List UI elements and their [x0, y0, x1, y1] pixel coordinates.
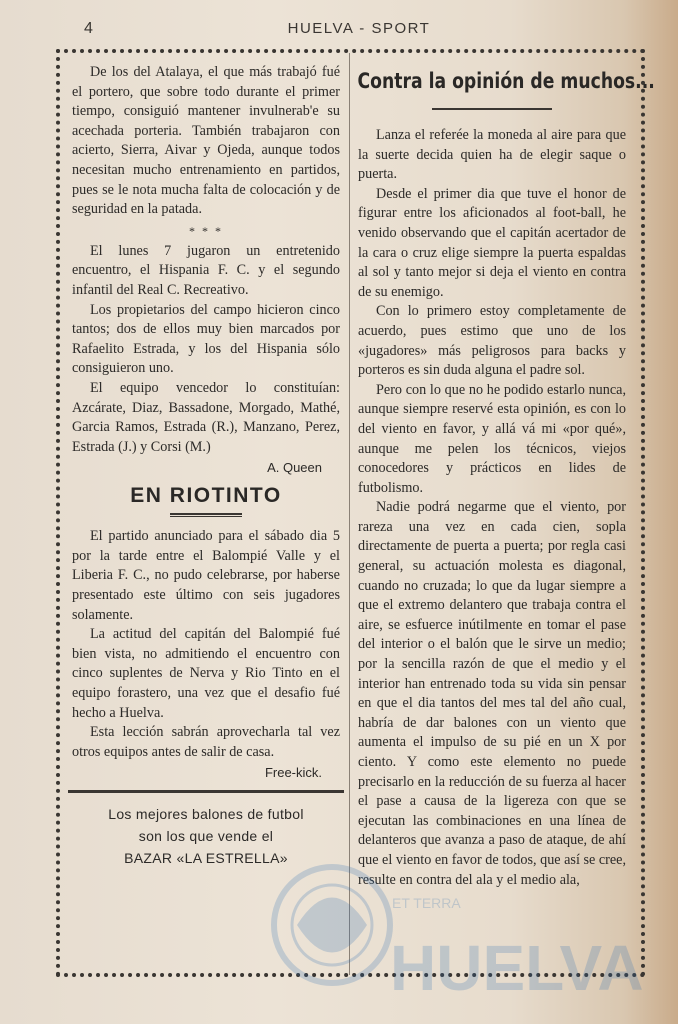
article-paragraph: Con lo primero estoy completamente de acuerdo, pues estimo que uno de los «jugadores» más peligrosos para backs y porteros es sin duda alguna el padre sol.: [358, 303, 626, 379]
section-separator: * * *: [189, 223, 223, 238]
heading-rule: [170, 513, 242, 517]
article-title: Contra la opinión de muchos...: [357, 69, 655, 93]
running-head: HUELVA - SPORT: [287, 20, 431, 37]
title-rule: [432, 108, 552, 110]
article-paragraph: Lanza el referée la moneda al aire para que la suerte decida quien ha de elegir saque o puerta.: [358, 127, 626, 183]
article-paragraph: De los del Atalaya, el que más trabajó fué el portero, que sobre todo durante el primer tiempo, consiguió mantener invulnerab'e su acechada porteria. También trabajaron con acierto, Sierra, Aivar y Ojeda, aunque todos necesitan mucho entrenamiento en partidos, pues se le nota mucha falta de colocación y de seguridad en la patada.: [72, 64, 340, 218]
article-paragraph: Pero con lo que no he podido estarlo nunca, aunque siempre reservé esta opinión, es con lo del viento en favor, y allá vá mi «por qué», aunque me pelen los técnicos, viejos conocedores y prácticos en lides de futbolismo.: [358, 381, 626, 496]
advert-line: BAZAR «LA ESTRELLA»: [124, 850, 288, 867]
advert-line: son los que vende el: [138, 828, 274, 845]
section-heading: EN RIOTINTO: [130, 484, 282, 508]
article-paragraph: Los propietarios del campo hicieron cinco tantos; dos de ellos muy bien marcados por Rafaelito Estrada, y los del Hispania sólo consiguieron uno.: [72, 301, 340, 377]
advert-rule: [68, 790, 344, 793]
article-paragraph: El partido anunciado para el sábado dia 5 por la tarde entre el Balompié Valle y el Liberia F. C., no pudo celebrarse, por haberse presentado este último con seis jugadores solamente.: [72, 528, 340, 623]
article-paragraph: El lunes 7 jugaron un entretenido encuentro, el Hispania F. C. y el segundo infantil del Real C. Recreativo.: [72, 242, 340, 298]
watermark-text: HUELVA: [390, 932, 644, 1004]
article-paragraph: Nadie podrá negarme que el viento, por rareza una vez en cada cien, sopla directamente de puerta a puerta; por regla casi general, su actuación molesta es diagonal, cuando no cruzada; lo que da lugar siempre a que el extremo delantero que trabaja contra el aire, se esfuerce inútilmente en tomar el pase del interior o el balón que le sirve un medio; por la sencilla razón de que el medio y el interior han entrenado toda su vida sin pensar en que el dia tantos del mes tal del año cual, habría de dar balones con un viento que aumenta el impulso de su pié en un X por ciento. Y como este elemento no puede precisarlo en la reducción de su fuerza al hacer el pase a causa de la ligereza con que se ejecutan las combinaciones en una línea de delanteros que avanza a paso de ataque, de ahí que el viento en favor de todos, que así se cree, resulte en contra del ala y el medio ala,: [358, 499, 626, 888]
article-paragraph: Desde el primer dia que tuve el honor de figurar entre los aficionados al foot-ball, he venido observando que el capitán acertador de la cara o cruz elige siempre la puerta espaldas al sol y tanto mejor si deja el viento en contra de su enemigo.: [358, 185, 626, 300]
article-paragraph: La actitud del capitán del Balompié fué bien vista, no admitiendo el encuentro con cinco suplentes de Nerva y Rio Tinto en el equipo forastero, una vez que el desafio fué hecho a Huelva.: [72, 626, 340, 721]
page-number: 4: [84, 20, 93, 37]
advert-line: Los mejores balones de futbol: [108, 806, 304, 823]
right-column: [357, 63, 655, 890]
author-signature: Free-kick.: [264, 765, 322, 781]
left-column: [72, 63, 340, 869]
column-divider: [349, 53, 350, 975]
article-paragraph: El equipo vencedor lo constituían: Azcárate, Diaz, Bassadone, Morgado, Mathé, Garcia Ramos, Estrada (R.), Manzano, Perez, Estrada (J.) y Corsi (M.): [72, 379, 340, 455]
advertisement: [72, 803, 340, 869]
article-paragraph: Esta lección sabrán aprovecharla tal vez otros equipos antes de salir de casa.: [72, 724, 340, 760]
watermark-text: ET TERRA: [392, 895, 461, 911]
author-signature: A. Queen: [267, 460, 322, 476]
